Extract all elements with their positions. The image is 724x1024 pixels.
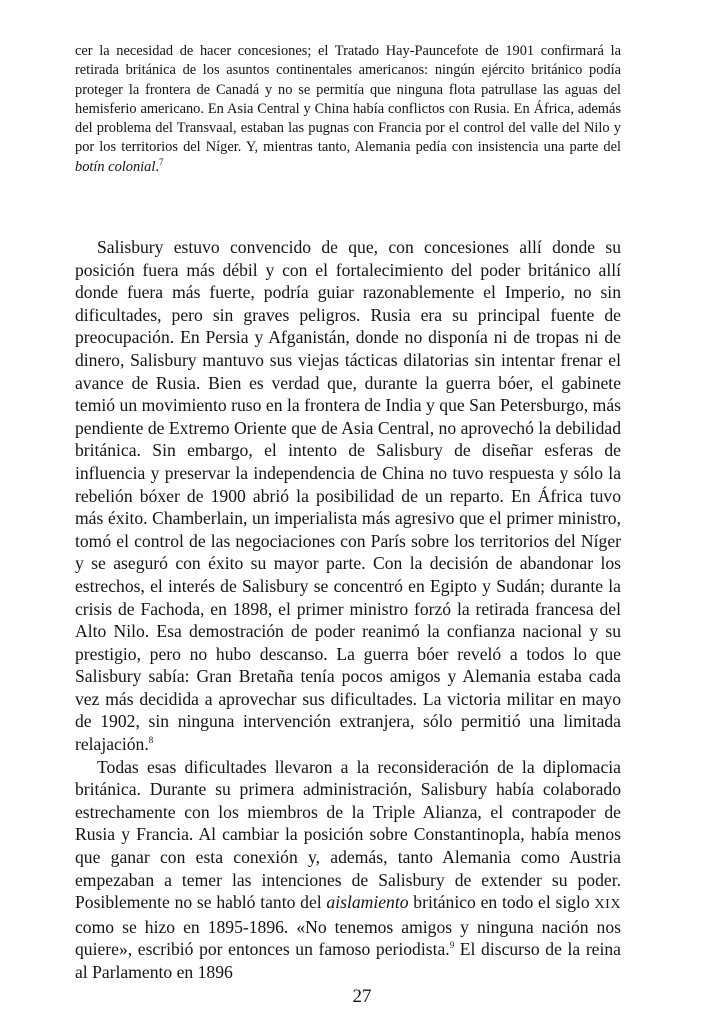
body-text bbox=[75, 236, 621, 984]
text-run: cer la necesidad de hacer concesiones; el Tratado Hay-Pauncefote de 1901 confirmará la retirada británica de los asuntos continentales americanos: ningún ejército británico podía proteger la frontera de Canadá y no se permitía que ninguna flota patrullase las aguas del hemisferio americano. En Asia Central y China había conflictos con Rusia. En África, además del problema del Transvaal, estaban las pugnas con Francia por el control del valle del Nilo y por los territorios del Níger. Y, mientras tanto, Alemania pedía con insistencia una parte del bbox=[75, 43, 621, 156]
text-run: británico en todo el siglo bbox=[408, 892, 595, 913]
century-numeral: XIX bbox=[594, 896, 621, 913]
paragraph-continued bbox=[75, 42, 621, 177]
text-run: Todas esas dificultades llevaron a la reconsideración de la diplomacia británica. Durante su primera administración, Salisbury había colaborado estrechamente con los miembros de la Triple Alianza, el contrapoder de Rusia y Francia. Al cambiar la posición sobre Constantinopla, había menos que ganar con esta conexión y, además, tanto Alemania como Austria empezaban a temer las intenciones de Salisbury de extender su poder. Posiblemente no se habló tanto del bbox=[75, 756, 621, 913]
paragraph bbox=[75, 236, 621, 756]
footnote-ref: 7 bbox=[158, 156, 164, 167]
text-run: El discurso de la reina al Parlamento en 1896 bbox=[75, 939, 621, 982]
text-run: como se hizo en 1895-1896. «No tenemos amigos y ninguna nación nos quiere», escribió por entonces un famoso periodista. bbox=[75, 916, 621, 960]
footnote-ref: 9 bbox=[449, 940, 455, 951]
text-run: . bbox=[155, 158, 159, 175]
italic-term: aislamiento bbox=[326, 892, 409, 913]
italic-term: botín colonial bbox=[75, 158, 156, 175]
footnote-ref: 8 bbox=[148, 735, 154, 746]
page-number: 27 bbox=[352, 986, 372, 1007]
paragraph bbox=[75, 42, 621, 177]
text-run: Salisbury estuvo convencido de que, con concesiones allí donde su posición fuera más débil y con el fortalecimiento del poder británico allí donde fuera más fuerte, podría guiar razonablemente el Imperio, no sin dificultades, pero sin graves peligros. Rusia era su principal fuente de preocupación. En Persia y Afganistán, donde no disponía ni de tropas ni de dinero, Salisbury mantuvo sus viejas tácticas dilatorias sin intentar frenar el avance de Rusia. Bien es verdad que, durante la guerra bóer, el gabinete temió un movimiento ruso en la frontera de India y que San Petersburgo, más pendiente de Extremo Oriente que de Asia Central, no aprovechó la debilidad británica. Sin embargo, el intento de Salisbury de diseñar esferas de influencia y preservar la independencia de China no tuvo respuesta y sólo la rebelión bóxer de 1900 abrió la posibilidad de un reparto. En África tuvo más éxito. Chamberlain, un imperialista más agresivo que el primer ministro, tomó el control de las negociaciones con París sobre los territorios del Níger y se aseguró con éxito su mayor parte. Con la decisión de abandonar los estrechos, el interés de Salisbury se concentró en Egipto y Sudán; durante la crisis de Fachoda, en 1898, el primer ministro forzó la retirada francesa del Alto Nilo. Esa demostración de poder reanimó la confianza nacional y su prestigio, pero no hubo descanso. La guerra bóer reveló a todos lo que Salisbury sabía: Gran Bretaña tenía pocos amigos y Alemania estaba cada vez más decidida a aprovechar sus dificultades. La victoria militar en mayo de 1902, sin ninguna intervención extranjera, sólo permitió una limitada relajación. bbox=[75, 237, 621, 755]
paragraph bbox=[75, 756, 621, 984]
